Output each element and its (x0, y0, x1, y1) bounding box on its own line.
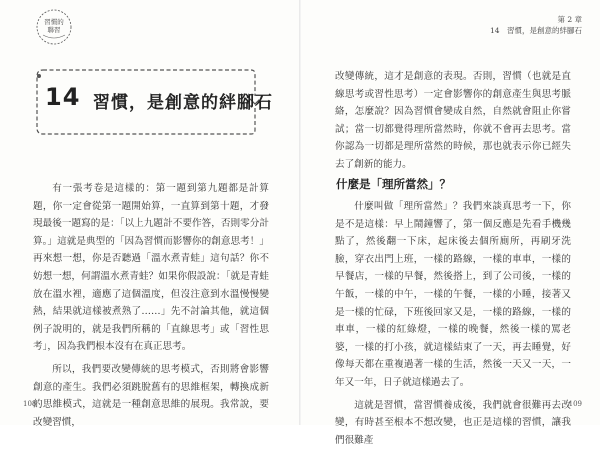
section-heading: 什麼是「理所當然」？ (336, 177, 451, 191)
paragraph: 什麼叫做「理所當然」？我們來談真思考一下，你是不是這樣：早上鬧鐘響了，第一個反應是先看手機幾點了，然後翻一下床，起床後去個所廁所，再刷牙洗臉，穿衣出門上班，一樣的路線，一樣的車車，一樣的早餐店，一樣的早餐，然後搭上，到了公司後，一樣的午飯，一樣的中午，一樣的午餐，一樣的小睡，接著又是一樣的忙碌，下班後回家又是，一樣的路線，一樣的車車，一樣的紅綠燈，一樣的晚餐，然後一樣的罵老婆，一樣的打小孩，就這樣結束了一天，再去睡覺，好像每天都在重複過著一樣的生活，然後一天又一天，一年又一年，日子就這樣過去了。 (335, 201, 571, 388)
running-head-title: 14 習慣，是創意的絆腳石 (489, 26, 582, 35)
paragraph: 改變傳統，這才是創意的表現。否則，習慣（也就是直線思考或習性思考）一定會影響你的創意產生與思考脈絡，怎麼說？因為習慣會變成自然，自然就會阻止你嘗試；當一切都覺得理所當然時，你就不會再去思考。當你認為一切都是理所當然的時候，那也就表示你已經失去了創新的能力。 (335, 71, 571, 170)
paragraph: 有一張考卷是這樣的：第一題到第九題都是計算題，你一定會從第一題開始算，一直算到第十題，才發現最後一題寫的是：「以上九題計不要作答，否則零分計算。」這就是典型的「因為習慣而影響你的創意思考！」再來想一想，你是否聽過「溫水煮青蛙」這句話？你不妨想一想，何謂溫水煮青蛙？如果你假設說：「就是青蛙放在溫水裡，適應了這個溫度，但沒注意到水溫慢慢變熱，結果就這樣被煮熟了……」先不討論其他，就這個例子說明的，就是我們所稱的「直線思考」或「習性思考」，因為我們根本沒有在真正思考。 (33, 183, 269, 353)
running-head-chapter: 第 2 章 (557, 15, 582, 24)
right-body-text-top (335, 68, 571, 179)
right-body-text-bottom (335, 198, 571, 454)
paragraph: 這就是習慣，當習慣養成後，我們就會很難再去改變，有時甚至根本不想改變，也正是這樣的習慣，讓我們很難產 (335, 399, 571, 446)
logo-text (35, 18, 73, 34)
chapter-title-box (29, 66, 273, 138)
chapter-title: 習慣，是創意的絆腳石 (93, 93, 273, 113)
chapter-number: 14 (45, 83, 81, 111)
book-logo (35, 8, 73, 46)
logo-line-2: 聯習 (47, 26, 61, 34)
left-body-text (33, 180, 269, 436)
paragraph: 所以，我們要改變傳統的思考模式，否則將會影響創意的產生。我們必須跳脫舊有的思維框架，轉換成新的思維模式，這就是一種創意思維的展現。我常說，要改變習慣， (33, 363, 269, 428)
page-number: 109 (568, 400, 582, 408)
logo-line-1: 習慣的 (44, 18, 64, 26)
left-page (0, 0, 299, 428)
page-number: 108 (23, 400, 37, 408)
right-page (301, 0, 600, 446)
